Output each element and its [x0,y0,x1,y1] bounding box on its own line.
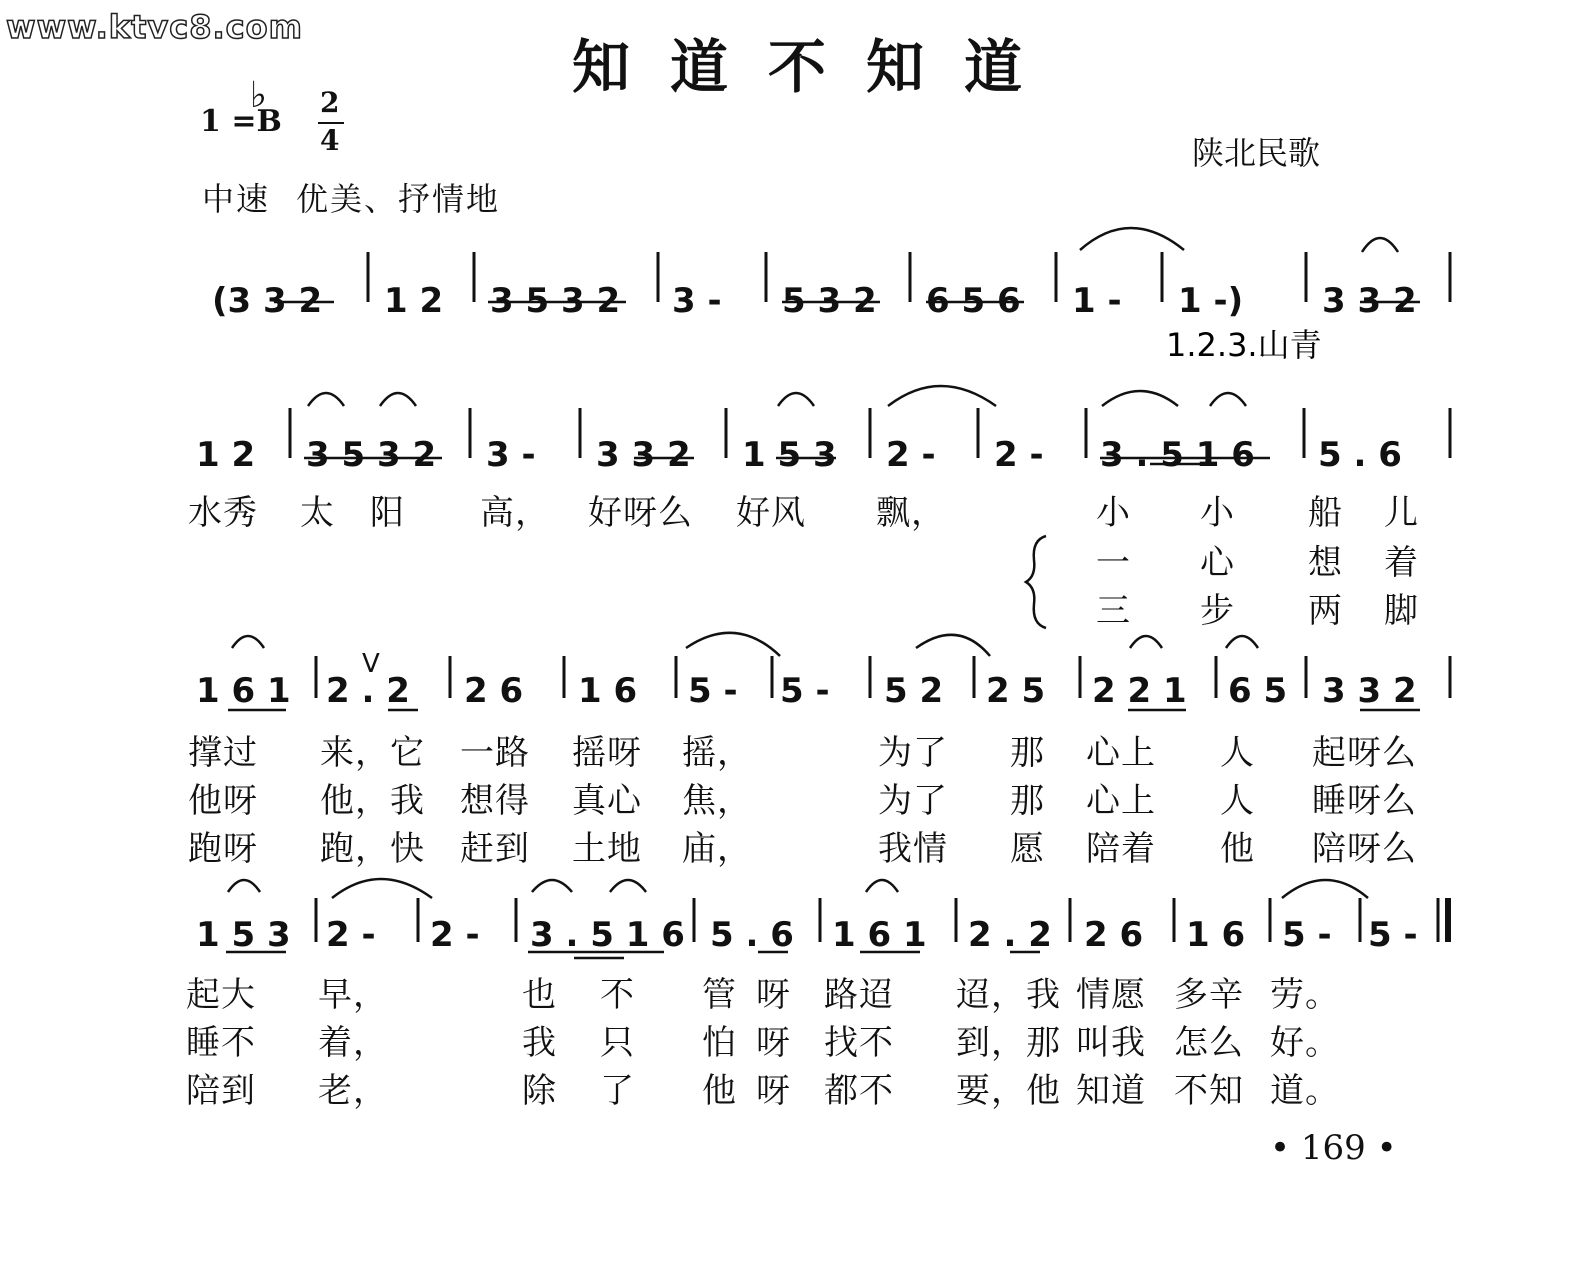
system4-v1-lyric-1: 起大 [186,975,256,1015]
system4-v2-lyric-9: 叫我 [1076,1023,1146,1063]
system4-v2-lyric-3: 我 [522,1023,557,1063]
system3-v3-lyric-5: 庙， [682,829,752,869]
verse-brace [1026,536,1046,628]
system3-v3-lyric-1: 跑呀 [188,829,258,869]
system4-v3-lyric-10: 不知 [1174,1071,1244,1111]
system4-v1-lyric-10: 多辛 [1174,975,1244,1015]
system4-measure-5: 5 . 6 [710,915,794,955]
system3-measure-4: 1 6 [578,671,638,711]
song-origin: 陕北民歌 [1192,134,1321,172]
system3-v2-lyric-8: 心上 [1086,781,1156,821]
system3-measure-10: 6 5 [1228,671,1288,711]
system3-v1-lyric-6: 为了 [878,733,948,773]
system3-v1-lyric-8: 心上 [1086,733,1156,773]
system4-v1-lyric-2: 早， [318,975,388,1015]
system4-v3-lyric-8: 要，他 [956,1071,1061,1111]
system1-measure-8: 1 -) [1178,281,1244,321]
system3-measure-7: 5 2 [884,671,944,711]
system3-v1-lyric-10: 起呀么 [1312,733,1417,773]
system4-v3-lyric-5: 他 [702,1071,737,1111]
system3-measure-9: 2 2 1 [1092,671,1187,711]
verse-marker: 1.2.3.山青 [1166,326,1322,364]
system3-v3-lyric-8: 陪着 [1086,829,1156,869]
system3-v2-lyric-7: 那 [1010,781,1045,821]
time-signature-top: 2 [320,86,340,119]
system4-measure-7: 2 . 2 [968,915,1052,955]
system3-v2-lyric-9: 人 [1220,781,1255,821]
system1-measure-1: (3 3 2 [212,281,323,321]
system4-v2-lyric-5: 怕 [702,1023,737,1063]
system4-v3-lyric-6: 呀 [756,1071,791,1111]
system4-measure-3: 2 - [430,915,480,955]
system3-v3-lyric-9: 他 [1220,829,1255,869]
system4-v2-lyric-1: 睡不 [186,1023,256,1063]
system3-v1-lyric-2: 来，它 [320,733,425,773]
system3-measure-8: 2 5 [986,671,1046,711]
system2-measure-5: 1 5 3 [742,435,837,475]
system3-measure-11: 3 3 2 [1322,671,1417,711]
system3-measure-1: 1 6 1 [196,671,291,711]
system4-measure-6: 1 6 1 [832,915,927,955]
system4-v2-lyric-4: 只 [600,1023,635,1063]
system4-measure-1: 1 5 3 [196,915,291,955]
system2-lyric-4: 高， [480,493,550,533]
system3-v2-lyric-10: 睡呀么 [1312,781,1417,821]
system3-v1-lyric-1: 撑过 [188,733,258,773]
system1-measure-9: 3 3 2 [1322,281,1417,321]
system3-v3-lyric-7: 愿 [1010,829,1045,869]
system-1 [0,220,1570,370]
system3-v1-lyric-7: 那 [1010,733,1045,773]
system4-v3-lyric-1: 陪到 [186,1071,256,1111]
watermark: www.ktvc8.com [6,8,303,46]
system3-v3-lyric-3: 赶到 [460,829,530,869]
system2-v2-lyric-1: 一 [1096,543,1131,583]
system2-v2-lyric-2: 心 [1200,543,1235,583]
system1-measure-6: 6 5 6 [926,281,1021,321]
system4-measure-2: 2 - [326,915,376,955]
system2-lyric-3: 阳 [370,493,405,533]
system2-lyric-11: 儿 [1384,493,1419,533]
system3-v1-lyric-3: 一路 [460,733,530,773]
system4-v1-lyric-9: 情愿 [1076,975,1146,1015]
system4-v3-lyric-3: 除 [522,1071,557,1111]
system2-v2-lyric-4: 着 [1384,543,1419,583]
system2-measure-3: 3 - [486,435,536,475]
system2-lyric-8: 小 [1096,493,1131,533]
system4-v2-lyric-6: 呀 [756,1023,791,1063]
system2-lyric-6: 好风 [736,493,806,533]
system4-v1-lyric-11: 劳。 [1270,975,1340,1015]
system3-v3-lyric-4: 土地 [572,829,642,869]
system4-measure-11: 5 - [1368,915,1418,955]
system4-v3-lyric-4: 了 [600,1071,635,1111]
flat-sign: ♭ [250,74,267,116]
system3-v2-lyric-1: 他呀 [188,781,258,821]
system4-v1-lyric-7: 路迢 [824,975,894,1015]
system3-v3-lyric-6: 我情 [878,829,948,869]
system3-measure-3: 2 6 [464,671,524,711]
system1-measure-5: 5 3 2 [782,281,877,321]
system3-v1-lyric-5: 摇， [682,733,752,773]
system2-v3-lyric-2: 步 [1200,591,1235,630]
system4-v3-lyric-7: 都不 [824,1071,894,1111]
system4-v2-lyric-11: 好。 [1270,1023,1340,1063]
system4-v1-lyric-6: 呀 [756,975,791,1015]
system4-measure-4: 3 . 5 1 6 [530,915,685,955]
system4-measure-9: 1 6 [1186,915,1246,955]
system3-v3-lyric-2: 跑，快 [320,829,425,869]
tempo-marking [202,174,500,220]
system3-v1-lyric-9: 人 [1220,733,1255,773]
system4-v3-lyric-9: 知道 [1076,1071,1146,1111]
system3-v2-lyric-3: 想得 [460,781,530,821]
system4-v2-lyric-8: 到，那 [956,1023,1061,1063]
system3-measure-5: 5 - [688,671,738,711]
system4-v3-lyric-2: 老， [318,1071,388,1111]
system2-lyric-9: 小 [1200,493,1235,533]
system4-measure-8: 2 6 [1084,915,1144,955]
system4-v1-lyric-4: 不 [600,975,635,1015]
system4-v3-lyric-11: 道。 [1270,1071,1340,1111]
system1-measure-3: 3 5 3 2 [490,281,621,321]
system2-v3-lyric-4: 脚 [1384,591,1419,630]
time-signature-bottom: 4 [320,124,340,157]
system1-measure-7: 1 - [1072,281,1122,321]
tempo-expression: 优美、抒情地 [296,180,501,218]
system2-measure-8: 3 . 5 1 6 [1100,435,1255,475]
system2-measure-6: 2 - [886,435,936,475]
system3-v2-lyric-2: 他，我 [320,781,425,821]
system4-v2-lyric-7: 找不 [824,1023,894,1063]
system-2 [0,380,1570,630]
system2-measure-7: 2 - [994,435,1044,475]
system4-v2-lyric-10: 怎么 [1174,1023,1244,1063]
system2-v3-lyric-1: 三 [1096,591,1131,630]
system4-measure-10: 5 - [1282,915,1332,955]
system4-v1-lyric-8: 迢，我 [956,975,1061,1015]
system2-v2-lyric-3: 想 [1308,543,1343,583]
system1-ties [1080,228,1398,252]
page-number: • 169 • [1270,1128,1397,1168]
tempo-speed: 中速 [202,180,271,218]
system3-v1-lyric-4: 摇呀 [572,733,642,773]
system1-measure-2: 1 2 [384,281,444,321]
breath-mark: V [362,649,380,679]
system3-v3-lyric-10: 陪呀么 [1312,829,1417,869]
system2-lyric-5: 好呀么 [588,493,693,533]
system2-measure-9: 5 . 6 [1318,435,1402,475]
system2-v3-lyric-3: 两 [1308,591,1343,630]
system3-v2-lyric-6: 为了 [878,781,948,821]
song-title: 知道不知道 [572,33,1063,101]
system2-measure-4: 3 3 2 [596,435,691,475]
system2-lyric-10: 船 [1308,493,1343,533]
system3-measure-2: 2 . 2 [326,671,410,711]
system4-v1-lyric-3: 也 [522,975,557,1015]
system-4 [0,868,1570,1118]
system3-measure-6: 5 - [780,671,830,711]
system2-measure-2: 3 5 3 2 [306,435,437,475]
system2-lyric-2: 太 [300,493,335,533]
system2-lyric-1: 水秀 [188,493,258,533]
system2-measure-1: 1 2 [196,435,256,475]
system-3 [0,626,1570,876]
system4-v2-lyric-2: 着， [318,1023,388,1063]
system3-v2-lyric-4: 真心 [572,781,642,821]
key-signature: 1 =B [200,104,282,139]
system4-v1-lyric-5: 管 [702,975,737,1015]
system3-v2-lyric-5: 焦， [682,781,752,821]
system1-measure-4: 3 - [672,281,722,321]
system2-lyric-7: 飘， [876,493,946,533]
